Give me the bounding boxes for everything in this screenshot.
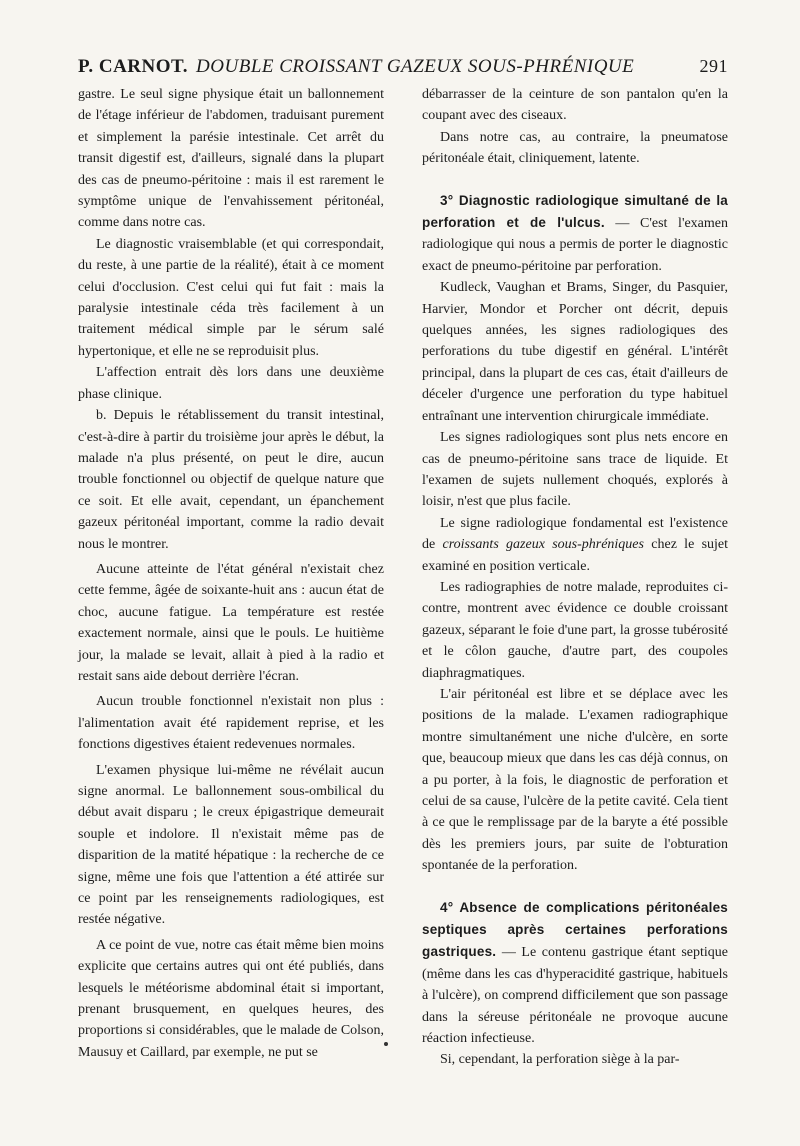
right-paragraph-7: L'air péritonéal est libre et se déplace avec les positions de la malade. L'examen radiographique montre simultanément une niche d'ulcère, en sorte que, beaucoup mieux que dans les cas déjà connus, on a pu porter, à la fois, le diagnostic de perforation et celui de sa cause, l'ulcère de la petite cavité. Cela tient à ce que le remplissage par de la baryte a été possible dès les premiers jours, par suite de l'obturation spontanée de la perforation. bbox=[422, 686, 728, 874]
right-paragraph-6: Les radiographies de notre malade, reproduites ci-contre, montrent avec évidence ce double croissant gazeux, séparant le foie d'une part, la grosse tubérosité et le côlon gauche, d'autre part, des coupoles diaphragmatiques. bbox=[422, 579, 728, 681]
page-number: 291 bbox=[699, 56, 728, 76]
left-paragraph-5: Aucune atteinte de l'état général n'existait chez cette femme, âgée de soixante-huit ans : aucun état de choc, aucune fatigue. La température est restée exactement normale, ainsi que le pouls. Le huitième jour, la malade se levait, allait à pied à la radio et restait sans aide debout derrière l'écran. bbox=[78, 561, 384, 684]
left-paragraph-1: gastre. Le seul signe physique était un ballonnement de l'étage inférieur de l'abdomen, traduisant purement et simplement la parésie intestinale. Cet arrêt du transit digestif est, d'ailleurs, signalé dans la plupart des cas de pneumo-péritoine : mais il est rarement le symptôme unique de l'envahissement péritonéal, comme dans notre cas. bbox=[78, 87, 384, 231]
left-paragraph-7: L'examen physique lui-même ne révélait aucun signe anormal. Le ballonnement sous-ombilical du début avait disparu ; le creux épigastrique demeurait souple et indolore. Il n'existait même pas de disparition de la matité hépatique : la recherche de ce signe, même une fois que l'attention a été attirée sur ce point par les renseignements radiologiques, est restée négative. bbox=[78, 762, 384, 928]
left-paragraph-8: A ce point de vue, notre cas était même bien moins explicite que certains autres qui ont été publiés, dans lesquels le météorisme abdominal était si important, prenant brusquement, en quelques heures, des proportions si considérables, que le malade de Colson, Mausuy et Caillard, par exemple, ne put se bbox=[78, 937, 384, 1060]
section-4 bbox=[422, 897, 728, 1050]
right-paragraph-4: Les signes radiologiques sont plus nets encore en cas de pneumo-péritoine sans trace de liquide. Et l'examen de sujets nullement choqués, explorés à loisir, n'est que plus facile. bbox=[422, 430, 728, 510]
left-paragraph-2: Le diagnostic vraisemblable (et qui correspondait, du reste, à une partie de la réalité), était à ce moment celui d'occlusion. C'est celui qui fut fait : mais la paralysie intestinale céda très facilement à un traitement médical simple par le sérum salé hypertonique, et elle ne se reproduisit plus. bbox=[78, 236, 384, 359]
left-paragraph-4: b. Depuis le rétablissement du transit intestinal, c'est-à-dire à partir du troisième jour après le début, la malade n'a plus présenté, on peut le dire, aucun trouble fonctionnel ou objectif de quelque nature que ce soit. Et elle avait, cependant, un épanchement gazeux péritonéal important, comme la radio devait nous le montrer. bbox=[78, 408, 384, 552]
right-paragraph-2: Dans notre cas, au contraire, la pneumatose péritonéale était, cliniquement, latente. bbox=[422, 129, 728, 167]
left-paragraph-6: Aucun trouble fonctionnel n'existait non plus : l'alimentation avait été rapidement reprise, et les fonctions digestives étaient redevenues normales. bbox=[78, 694, 384, 753]
header-author: P. CARNOT. bbox=[78, 56, 189, 77]
section-3 bbox=[422, 190, 728, 278]
section-3-heading: 3° Diagnostic radiologique simultané de la perforation et de l'ulcus. bbox=[422, 192, 728, 231]
p5-text-b: chez le sujet examiné en position verticale. bbox=[422, 537, 729, 574]
section-4-heading: 4° Absence de complications péritonéales septiques après certaines perforations gastriques. bbox=[422, 899, 728, 960]
p5-emphasis: croissants gazeux sous-phréniques bbox=[442, 537, 644, 553]
left-column bbox=[78, 84, 384, 1071]
p5-text-a: Le signe radiologique fondamental est l'existence de bbox=[422, 515, 728, 553]
right-paragraph-8: Si, cependant, la perforation siège à la par- bbox=[440, 1052, 680, 1068]
print-mark bbox=[384, 1042, 388, 1046]
running-head bbox=[78, 56, 728, 78]
left-paragraph-3: L'affection entrait dès lors dans une deuxième phase clinique. bbox=[78, 365, 384, 402]
section-4-text: — Le contenu gastrique étant septique (même dans les cas d'hyperacidité gastrique, habituels à l'ulcère), on comprend difficilement que son passage dans la séreuse péritonéale ne provoque aucune réaction infectieuse. bbox=[422, 945, 728, 1047]
right-paragraph-5 bbox=[422, 513, 728, 577]
text-columns bbox=[78, 84, 728, 1071]
right-paragraph-1: débarrasser de la ceinture de son pantalon qu'en la coupant avec des ciseaux. bbox=[422, 87, 728, 124]
right-paragraph-3: Kudleck, Vaughan et Brams, Singer, du Pasquier, Harvier, Mondor et Porcher ont décrit, depuis quelques années, les signes radiologiques des perforations du tube digestif en général. L'intérêt principal, dans la plupart de ces cas, était d'ailleurs de déceler d'urgence une perforation du type habituel entraînant une intervention chirurgicale immédiate. bbox=[422, 280, 728, 424]
section-3-text: — C'est l'examen radiologique qui nous a permis de porter le diagnostic exact de pneumo-péritoine par perforation. bbox=[422, 216, 729, 274]
header-title: DOUBLE CROISSANT GAZEUX SOUS-PHRÉNIQUE bbox=[196, 56, 635, 77]
right-column bbox=[422, 84, 728, 1071]
